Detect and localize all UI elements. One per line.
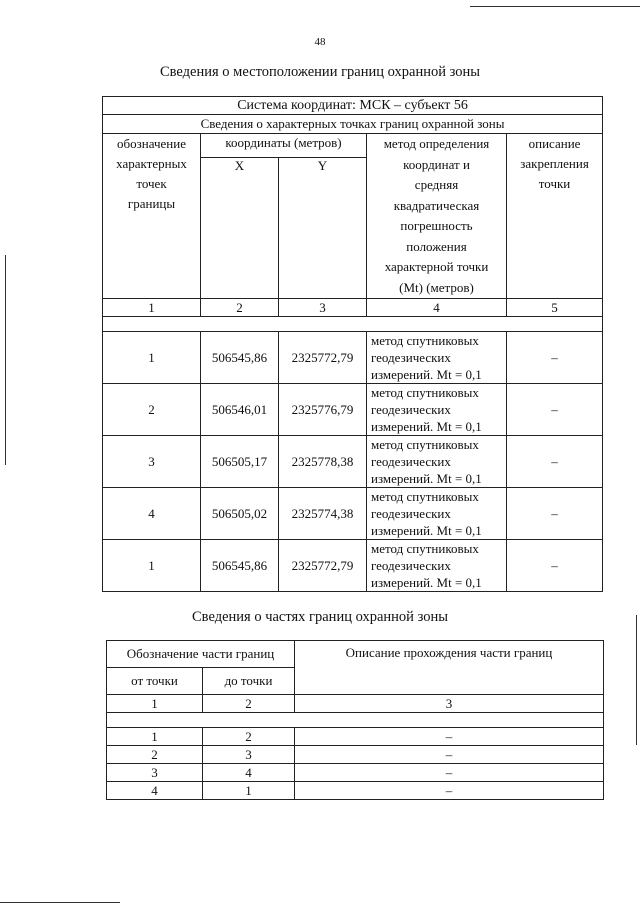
part-description: – — [295, 764, 604, 782]
scan-artifact-top — [470, 6, 640, 7]
method-cell: метод спутниковых геодезических измерений. Mt = 0,1 — [367, 488, 507, 540]
to-point: 2 — [203, 728, 295, 746]
table-row — [103, 332, 603, 384]
table-row — [107, 746, 604, 764]
x-value: 506546,01 — [201, 384, 279, 436]
point-label: 1 — [103, 540, 201, 592]
scan-artifact-bottom — [0, 902, 120, 903]
method-cell: метод спутниковых геодезических измерений. Mt = 0,1 — [367, 540, 507, 592]
point-label: 3 — [103, 436, 201, 488]
column-number: 3 — [279, 299, 367, 317]
table-subtitle: Сведения о характерных точках границ охранной зоны — [103, 115, 603, 134]
point-label: 2 — [103, 384, 201, 436]
page-number: 48 — [314, 36, 326, 48]
method-cell: метод спутниковых геодезических измерений. Mt = 0,1 — [367, 384, 507, 436]
column-number: 1 — [103, 299, 201, 317]
description-cell: – — [507, 332, 603, 384]
points-table — [102, 96, 603, 592]
x-value: 506545,86 — [201, 540, 279, 592]
column-number: 4 — [367, 299, 507, 317]
x-value: 506505,17 — [201, 436, 279, 488]
separator-row — [107, 713, 604, 728]
point-label: 1 — [103, 332, 201, 384]
y-value: 2325772,79 — [279, 540, 367, 592]
table-row — [103, 488, 603, 540]
separator-row — [103, 317, 603, 332]
to-point: 1 — [203, 782, 295, 800]
table-row — [103, 384, 603, 436]
header-y: Y — [279, 158, 367, 299]
header-x: X — [201, 158, 279, 299]
column-number: 1 — [107, 695, 203, 713]
from-point: 4 — [107, 782, 203, 800]
point-label: 4 — [103, 488, 201, 540]
y-value: 2325778,38 — [279, 436, 367, 488]
table-row — [103, 540, 603, 592]
scan-artifact-right — [636, 615, 637, 745]
method-cell: метод спутниковых геодезических измерений. Mt = 0,1 — [367, 332, 507, 384]
coordinate-system-title: Система координат: МСК – субъект 56 — [103, 97, 603, 115]
from-point: 3 — [107, 764, 203, 782]
header-part-description: Описание прохождения части границ — [295, 641, 604, 695]
part-description: – — [295, 728, 604, 746]
header-parts: Обозначение части границ — [107, 641, 295, 668]
scan-artifact-left — [5, 255, 6, 465]
header-description: описание закрепления точки — [507, 134, 603, 299]
to-point: 4 — [203, 764, 295, 782]
x-value: 506505,02 — [201, 488, 279, 540]
description-cell: – — [507, 540, 603, 592]
y-value: 2325776,79 — [279, 384, 367, 436]
y-value: 2325774,38 — [279, 488, 367, 540]
description-cell: – — [507, 384, 603, 436]
table-row — [103, 436, 603, 488]
column-number: 2 — [201, 299, 279, 317]
part-description: – — [295, 782, 604, 800]
table-row — [107, 764, 604, 782]
column-number: 2 — [203, 695, 295, 713]
header-coordinates: координаты (метров) — [201, 134, 367, 158]
table-row — [107, 782, 604, 800]
header-method: метод определения координат и средняя квадратическая погрешность положения характерной точки (Mt) (метров) — [367, 134, 507, 299]
from-point: 2 — [107, 746, 203, 764]
header-point-designation: обозначение характерных точек границы — [103, 134, 201, 299]
x-value: 506545,86 — [201, 332, 279, 384]
part-description: – — [295, 746, 604, 764]
column-number: 5 — [507, 299, 603, 317]
column-number: 3 — [295, 695, 604, 713]
heading-parts: Сведения о частях границ охранной зоны — [192, 609, 448, 625]
description-cell: – — [507, 436, 603, 488]
header-from-point: от точки — [107, 668, 203, 695]
method-cell: метод спутниковых геодезических измерений. Mt = 0,1 — [367, 436, 507, 488]
y-value: 2325772,79 — [279, 332, 367, 384]
parts-table — [106, 640, 604, 800]
heading-location: Сведения о местоположении границ охранной зоны — [159, 64, 480, 80]
table-row — [107, 728, 604, 746]
description-cell: – — [507, 488, 603, 540]
to-point: 3 — [203, 746, 295, 764]
from-point: 1 — [107, 728, 203, 746]
header-to-point: до точки — [203, 668, 295, 695]
